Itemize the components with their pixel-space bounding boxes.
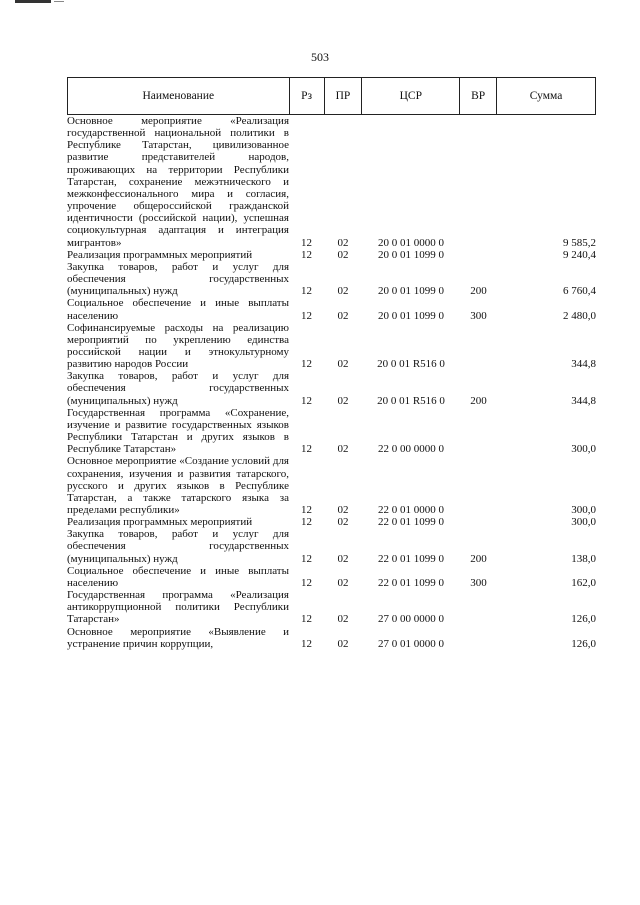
row-name: Софинансируемые расходы на реализацию мероприятий по укреплению единства российской нации и этнокультурному развитию народов России [67,321,289,371]
row-sum: 2 480,0 [563,309,596,322]
table-row [67,297,596,321]
row-name: Реализация программных мероприятий [67,516,253,529]
row-csr: 22 0 00 0000 0 [378,443,444,456]
row-sum: 126,0 [571,637,596,650]
row-vr [460,115,497,249]
row-rz: 12 [301,516,312,529]
row-rz: 12 [301,358,312,371]
row-vr: 300 [470,309,487,322]
row-name: Основное мероприятие «Создание условий для сохранения, изучения и развития татарского, русского и других языков в Республике Татарстан, а также татарского языка за пределами республики» [67,455,289,516]
row-csr: 22 0 01 1099 0 [378,552,444,565]
row-sum: 300,0 [571,516,596,529]
row-sum: 9 585,2 [563,236,596,249]
row-sum: 344,8 [571,394,596,407]
row-sum: 138,0 [571,552,596,565]
row-csr: 20 0 01 1099 0 [378,309,444,322]
row-name: Социальное обеспечение и иные выплаты населению [67,297,289,322]
row-sum: 344,8 [571,358,596,371]
row-pr: 02 [337,236,349,249]
row-sum: 300,0 [571,443,596,456]
row-rz: 12 [301,309,312,322]
row-csr: 20 0 01 1099 0 [378,285,444,298]
row-name: Основное мероприятие «Реализация государственной национальной политики в Республике Татарстан, цивилизованное развитие представителей народов, проживающих на территории Республики Татарстан, сохранение межэтнического и межконфессионального мира и согласия, упрочение общероссийской гражданской идентичности (российской нации), успешная социокультурная адаптация и интеграция мигрантов» [67,115,289,249]
table-row [67,589,596,625]
row-vr: 300 [470,576,487,589]
header-csr: ЦСР [362,78,460,115]
row-csr: 20 0 01 R516 0 [377,358,445,371]
row-name: Социальное обеспечение и иные выплаты населению [67,564,289,589]
table-row [67,261,596,297]
row-csr: 20 0 01 R516 0 [377,394,445,407]
table-row [67,516,596,528]
row-name: Закупка товаров, работ и услуг для обеспечения государственных (муниципальных) нужд [67,260,289,298]
row-sum: 300,0 [571,504,596,516]
row-sum: 162,0 [571,576,596,589]
row-vr: 200 [470,285,487,298]
row-csr: 22 0 01 1099 0 [378,576,444,589]
row-vr [460,455,497,516]
table-row [67,626,596,650]
row-rz: 12 [301,236,312,249]
row-vr: 200 [470,552,487,565]
row-vr [460,589,497,625]
row-csr: 20 0 01 0000 0 [378,236,444,249]
row-pr: 02 [337,358,349,371]
row-vr [460,626,497,650]
row-pr: 02 [337,576,349,589]
row-csr: 27 0 01 0000 0 [378,637,444,650]
row-rz: 12 [301,443,312,456]
row-vr [460,249,497,261]
budget-table [67,115,596,650]
scan-artifact [54,1,64,2]
row-name: Закупка товаров, работ и услуг для обеспечения государственных (муниципальных) нужд [67,528,289,565]
table-row [67,249,596,261]
table-row [67,115,596,249]
table-row [67,322,596,371]
row-name: Реализация программных мероприятий [67,248,253,261]
row-vr [460,407,497,456]
row-pr: 02 [337,504,349,516]
row-csr: 22 0 01 0000 0 [378,504,444,516]
table-row [67,455,596,516]
row-rz: 12 [301,613,312,626]
row-vr [460,322,497,371]
row-pr: 02 [337,285,349,298]
table-row [67,370,596,406]
table-row [67,528,596,564]
header-rz: Рз [289,78,324,115]
row-rz: 12 [301,576,312,589]
row-pr: 02 [337,443,349,456]
row-pr: 02 [337,552,349,565]
row-pr: 02 [337,248,349,261]
scan-artifact [15,0,51,3]
row-rz: 12 [301,637,312,650]
row-rz: 12 [301,248,312,261]
header-pr: ПР [324,78,362,115]
row-sum: 9 240,4 [563,248,596,261]
header-vr: ВР [460,78,497,115]
header-sum: Сумма [497,78,596,115]
page-number: 503 [311,50,329,64]
row-csr: 27 0 00 0000 0 [378,613,444,626]
row-sum: 126,0 [571,613,596,626]
table-header [67,77,596,115]
row-pr: 02 [337,394,349,407]
row-csr: 22 0 01 1099 0 [378,516,444,529]
header-name: Наименование [68,78,290,115]
row-pr: 02 [337,516,349,529]
row-name: Основное мероприятие «Выявление и устранение причин коррупции, [67,625,289,650]
row-name: Закупка товаров, работ и услуг для обеспечения государственных (муниципальных) нужд [67,370,289,407]
row-rz: 12 [301,394,312,407]
row-rz: 12 [301,504,312,516]
table-row [67,565,596,589]
row-name: Государственная программа «Сохранение, изучение и развитие государственных языков Республики Татарстан и других языков в Республике Татарстан» [67,406,289,456]
row-vr: 200 [470,394,487,407]
row-pr: 02 [337,309,349,322]
row-rz: 12 [301,285,312,298]
row-name: Государственная программа «Реализация антикоррупционной политики Республики Татарстан» [67,589,289,626]
row-sum: 6 760,4 [563,285,596,298]
row-pr: 02 [337,637,349,650]
table-row [67,407,596,456]
row-rz: 12 [301,552,312,565]
row-pr: 02 [337,613,349,626]
row-vr [460,516,497,528]
row-csr: 20 0 01 1099 0 [378,248,444,261]
